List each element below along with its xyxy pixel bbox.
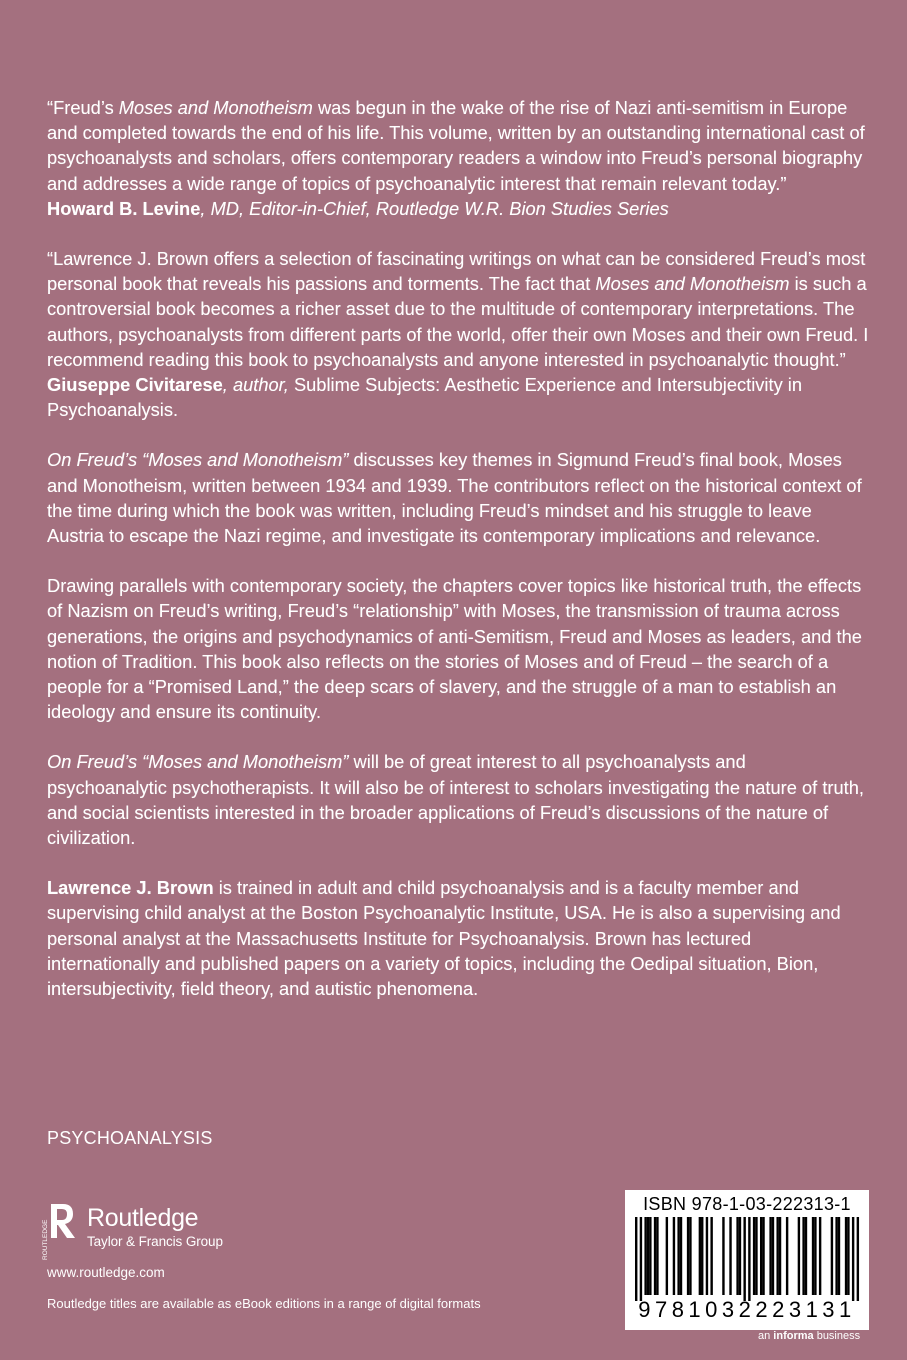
- barcode-bar: [831, 1217, 833, 1295]
- barcode-bar: [753, 1217, 755, 1295]
- publisher-url[interactable]: www.routledge.com: [47, 1265, 165, 1280]
- description-paragraph-2: Drawing parallels with contemporary society, the chapters cover topics like historical truth, the effects of Nazism on Freud’s writing, Freud’s “relationship” with Moses, the transmission of trauma across generations, the origins and psychodynamics of anti-Semitism, Freud and Moses as leaders, and the notion of Tradition. This book also reflects on the stories of Moses and of Freud – the search of a people for a “Promised Land,” the deep scars of slavery, and the struggle of a man to establish an ideology and ensure its continuity.: [47, 575, 862, 723]
- barcode-bar: [736, 1217, 738, 1295]
- barcode-bar: [769, 1217, 771, 1295]
- ean-digits: 9781032223131: [638, 1297, 856, 1322]
- endorser-name: Howard B. Levine: [47, 197, 201, 219]
- barcode-bar: [649, 1217, 651, 1295]
- barcode-bar: [673, 1217, 675, 1295]
- barcode-bar: [701, 1217, 703, 1295]
- routledge-logo-icon: [43, 1200, 81, 1264]
- barcode-bar: [706, 1217, 708, 1295]
- barcode-bar: [845, 1217, 847, 1295]
- barcode-bar: [654, 1217, 656, 1295]
- barcode-bar: [647, 1217, 649, 1295]
- barcode-bar: [687, 1217, 689, 1295]
- barcode-bar: [805, 1217, 807, 1295]
- barcode-bar: [857, 1217, 859, 1301]
- informa-note: an informa business: [758, 1330, 861, 1342]
- description-paragraph-1: On Freud’s “Moses and Monotheism” discusses key themes in Sigmund Freud’s final book, Moses and Monotheism, written between 1934 and 1939. The contributors reflect on the historical context of the time during which the book was written, including Freud’s mindset and his struggle to leave Austria to escape the Nazi regime, and investigate its contemporary implications and relevance.: [47, 449, 862, 547]
- barcode-bar: [680, 1217, 682, 1295]
- endorser-name: Giuseppe Civitarese: [47, 374, 223, 396]
- barcode-bar: [772, 1217, 774, 1295]
- barcode-bar: [722, 1217, 724, 1295]
- endorsement-2: “Lawrence J. Brown offers a selection of fascinating writings on what can be considered Freud’s most personal book that reveals his passions and torments. The fact that Moses and Monotheism is such a controversial book becomes a richer asset due to the multitude of contemporary interpretations. The authors, psychoanalysts from different parts of the world, offer their own Moses and their own Freud. I recommend reading this book to psychoanalysts and anyone interested in psychoanalytic thought.”: [47, 248, 869, 370]
- barcode-bar: [802, 1217, 804, 1295]
- barcode-bars: [635, 1217, 859, 1301]
- endorsement-1-attribution: Howard B. Levine, MD, Editor-in-Chief, Routledge W.R. Bion Studies Series: [47, 197, 669, 219]
- barcode-bar: [838, 1217, 840, 1295]
- barcode-bar: [729, 1217, 731, 1295]
- barcode-bar: [710, 1217, 712, 1295]
- publisher-name: Routledge: [87, 1204, 199, 1232]
- barcode-bar: [755, 1217, 757, 1295]
- barcode-bar: [779, 1217, 781, 1295]
- barcode-bar: [852, 1217, 854, 1301]
- logo-vertical-text: ROUTLEDGE: [42, 1219, 49, 1260]
- author-name: Lawrence J. Brown: [47, 877, 214, 899]
- barcode-bar: [656, 1217, 658, 1295]
- barcode-bar: [748, 1217, 750, 1301]
- publisher-group: Taylor & Francis Group: [87, 1234, 223, 1249]
- barcode-bar: [776, 1217, 778, 1295]
- barcode-bar: [762, 1217, 764, 1295]
- subject-category: PSYCHOANALYSIS: [47, 1128, 213, 1148]
- barcode-bar: [699, 1217, 701, 1295]
- barcode-bar: [814, 1217, 816, 1295]
- author-bio: Lawrence J. Brown is trained in adult and child psychoanalysis and is a faculty member and supervising child analyst at the Boston Psychoanalytic Institute, USA. He is also a supervising and personal analyst at the Massachusetts Institute for Psychoanalysis. Brown has lectured internationally and published papers on a variety of topics, including the Oedipal situation, Bion, intersubjectivity, field theory, and autistic phenomena.: [47, 877, 841, 1000]
- barcode-bar: [812, 1217, 814, 1295]
- description-paragraph-3: On Freud’s “Moses and Monotheism” will be of great interest to all psychoanalysts and psychoanalytic psychotherapists. It will also be of interest to scholars investigating the nature of truth, and social scientists interested in the broader applications of Freud’s discussions of the nature of civilization.: [47, 751, 864, 849]
- barcode-bar: [640, 1217, 642, 1301]
- ebook-note: Routledge titles are available as eBook editions in a range of digital formats: [47, 1296, 481, 1311]
- barcode-bar: [635, 1217, 637, 1301]
- barcode-bar: [786, 1217, 788, 1295]
- isbn-barcode: [625, 1190, 869, 1330]
- endorsement-1: “Freud’s Moses and Monotheism was begun in the wake of the rise of Nazi anti-semitism in Europe and completed towards the end of his life. This volume, written by an outstanding international cast of psychoanalysts and scholars, offers contemporary readers a window into Freud’s personal biography and addresses a wide range of topics of psychoanalytic interest that remain relevant today.”: [47, 97, 865, 194]
- barcode-bar: [644, 1217, 646, 1295]
- endorsement-2-attribution: Giuseppe Civitarese, author, Sublime Subjects: Aesthetic Experience and Intersubjectivity in Psychoanalysis.: [47, 374, 803, 421]
- barcode-bar: [743, 1217, 745, 1301]
- barcode-bar: [666, 1217, 668, 1295]
- barcode-bar: [835, 1217, 837, 1295]
- isbn-number: ISBN 978-1-03-222313-1: [643, 1194, 851, 1214]
- barcode-bar: [739, 1217, 741, 1295]
- barcode-bar: [819, 1217, 821, 1295]
- barcode-bar: [689, 1217, 691, 1295]
- barcode-bar: [760, 1217, 762, 1295]
- back-cover-text: [47, 95, 869, 1001]
- barcode-bar: [798, 1217, 800, 1295]
- barcode-bar: [847, 1217, 849, 1295]
- barcode-bar: [677, 1217, 679, 1295]
